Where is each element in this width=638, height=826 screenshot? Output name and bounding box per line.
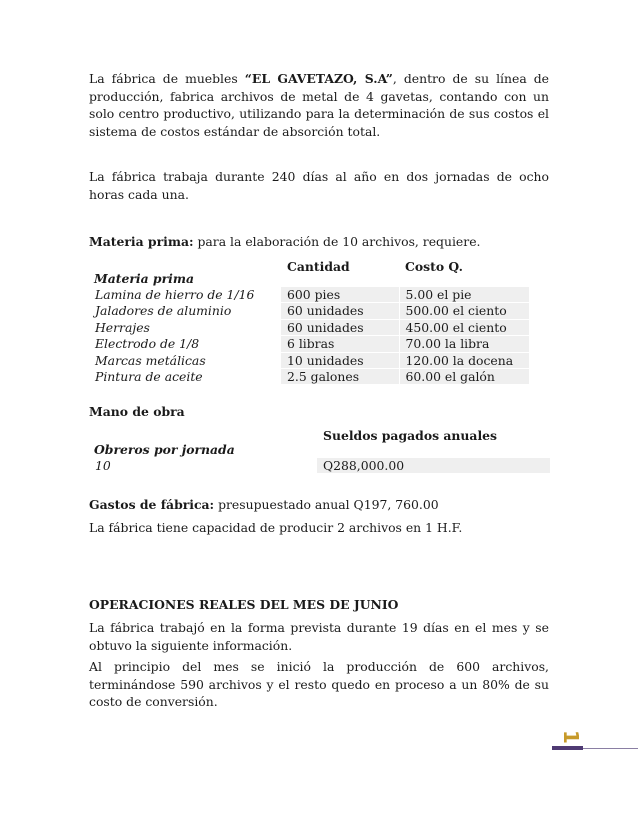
materia-prima-intro <box>89 233 549 251</box>
material-name: Herrajes <box>95 319 150 335</box>
workers-value: 10 <box>95 458 111 474</box>
material-cost: 120.00 la docena <box>399 352 529 368</box>
col-header-costo: Costo Q. <box>405 259 463 274</box>
mano-de-obra-label: Mano de obra <box>89 404 185 419</box>
material-qty: 60 unidades <box>281 303 399 319</box>
material-name: Marcas metálicas <box>95 352 206 368</box>
schedule-paragraph: La fábrica trabaja durante 240 días al año en dos jornadas de ocho horas cada una. <box>89 169 549 202</box>
footer-thin-rule <box>583 748 638 749</box>
materia-prima-table <box>89 287 530 385</box>
material-cost: 500.00 el ciento <box>399 303 529 319</box>
table-row <box>89 458 550 474</box>
material-cost: 70.00 la libra <box>399 336 529 352</box>
gastos-line <box>89 496 549 514</box>
table-row <box>89 303 529 319</box>
salary-value: Q288,000.00 <box>317 458 550 474</box>
page-number: 1 <box>559 730 583 744</box>
operaciones-heading: OPERACIONES REALES DEL MES DE JUNIO <box>89 597 399 612</box>
operaciones-paragraph-2: Al principio del mes se inició la producción de 600 archivos, terminándose 590 archivos y el resto quedo en proceso a un 80% de su costo de conversión. <box>89 659 549 709</box>
intro-text-1: La fábrica de muebles <box>89 71 245 86</box>
table-row <box>89 287 529 303</box>
material-qty: 2.5 galones <box>281 369 399 385</box>
materia-prima-text: para la elaboración de 10 archivos, requiere. <box>193 234 481 249</box>
table-row <box>89 319 529 335</box>
material-name: Jaladores de aluminio <box>95 303 232 319</box>
table-row <box>89 336 529 352</box>
col-header-cantidad: Cantidad <box>287 259 350 274</box>
intro-paragraph <box>89 70 549 140</box>
col-header-obreros: Obreros por jornada <box>94 442 235 457</box>
gastos-text: presupuestado anual Q197, 760.00 <box>214 497 439 512</box>
material-cost: 450.00 el ciento <box>399 319 529 335</box>
intro-text-2: , dentro de su línea de producción, fabrica archivos de metal de 4 gavetas, contando con un solo centro productivo, utilizando para la determinación de sus costos el sistema de costos estándar de absorción total. <box>89 71 550 139</box>
company-name: “EL GAVETAZO, S.A” <box>244 71 393 86</box>
footer-accent-rule <box>552 746 583 750</box>
material-qty: 600 pies <box>281 287 399 303</box>
col-header-materia-prima: Materia prima <box>94 271 194 286</box>
material-cost: 60.00 el galón <box>399 369 529 385</box>
materia-prima-label: Materia prima: <box>89 234 194 249</box>
mano-de-obra-table <box>89 458 551 474</box>
operaciones-paragraph-1: La fábrica trabajó en la forma prevista durante 19 días en el mes y se obtuvo la siguiente información. <box>89 620 549 653</box>
table-row <box>89 369 529 385</box>
material-qty: 60 unidades <box>281 319 399 335</box>
material-cost: 5.00 el pie <box>399 287 529 303</box>
material-name: Lamina de hierro de 1/16 <box>95 287 255 303</box>
material-qty: 6 libras <box>281 336 399 352</box>
material-name: Pintura de aceite <box>95 369 203 385</box>
capacity-line: La fábrica tiene capacidad de producir 2 archivos en 1 H.F. <box>89 520 463 535</box>
material-name: Electrodo de 1/8 <box>95 336 200 352</box>
gastos-label: Gastos de fábrica: <box>89 497 215 512</box>
material-qty: 10 unidades <box>281 352 399 368</box>
col-header-sueldos: Sueldos pagados anuales <box>323 428 498 443</box>
table-row <box>89 352 529 368</box>
